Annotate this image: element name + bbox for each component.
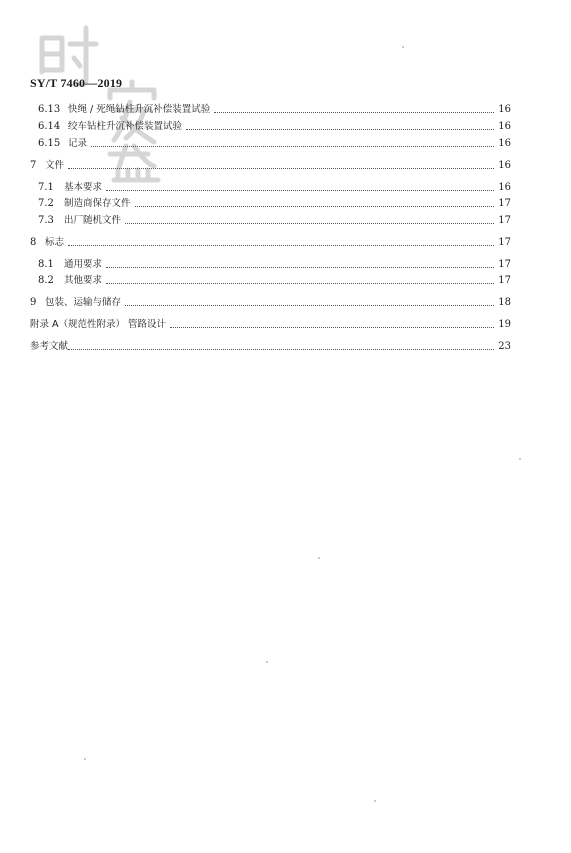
toc-entry-page: 19 <box>498 319 511 330</box>
toc-entry-page: 17 <box>498 215 511 226</box>
toc-entry-title: 标志 <box>45 237 65 248</box>
toc-entry-title: 出厂随机文件 <box>64 215 122 226</box>
toc-entry[interactable] <box>38 100 511 116</box>
toc-entry-page: 16 <box>498 182 511 193</box>
toc-entry-title: 参考文献 <box>30 341 69 352</box>
toc-entry-number: 6.13 <box>38 104 61 115</box>
toc-entry-title: 其他要求 <box>64 275 103 286</box>
toc-entry[interactable] <box>38 194 511 210</box>
toc-entry-number: 7.1 <box>38 182 54 193</box>
toc-entry-number: 7.3 <box>38 215 54 226</box>
toc-entry-number: 6.15 <box>38 138 61 149</box>
toc-entry-number: 9 <box>30 297 37 308</box>
scan-speck <box>519 458 521 460</box>
toc-entry-number: 8.2 <box>38 275 54 286</box>
scan-speck <box>374 800 376 802</box>
toc-entry-number: 8 <box>30 237 37 248</box>
toc-leader-dots <box>125 223 494 224</box>
toc-entry-title: 通用要求 <box>64 259 103 270</box>
toc-entry-appendix[interactable] <box>30 315 511 331</box>
toc-leader-dots <box>106 267 494 268</box>
toc-entry-number: 8.1 <box>38 259 54 270</box>
toc-entry-page: 23 <box>498 341 511 352</box>
toc-entry[interactable] <box>38 178 511 194</box>
toc-entry[interactable] <box>38 255 511 271</box>
toc-leader-dots <box>91 146 494 147</box>
toc-entry-page: 17 <box>498 237 511 248</box>
toc-entry-number: 7.2 <box>38 198 54 209</box>
scan-speck <box>84 758 86 760</box>
toc-entry-title: 附录 A（规范性附录） 管路设计 <box>30 319 167 330</box>
toc-leader-dots <box>68 349 494 350</box>
toc-entry-page: 17 <box>498 198 511 209</box>
toc-leader-dots <box>214 112 494 113</box>
toc-entry-page: 16 <box>498 104 511 115</box>
toc-leader-dots <box>68 168 494 169</box>
toc-leader-dots <box>186 129 494 130</box>
document-code: SY/T 7460—2019 <box>30 76 123 90</box>
toc-entry[interactable] <box>38 134 511 150</box>
toc-entry[interactable] <box>30 233 511 249</box>
scan-speck <box>266 661 268 663</box>
toc-entry-title: 文件 <box>45 160 65 171</box>
toc-leader-dots <box>125 305 494 306</box>
toc-entry-page: 16 <box>498 138 511 149</box>
scan-speck <box>402 46 404 48</box>
toc-leader-dots <box>170 327 494 328</box>
toc-leader-dots <box>106 283 494 284</box>
toc-entry-title: 快绳 / 死绳钻柱升沉补偿装置试验 <box>68 104 211 115</box>
toc-entry[interactable] <box>30 293 511 309</box>
toc-entry-title: 制造商保存文件 <box>64 198 131 209</box>
toc-entry-references[interactable] <box>30 337 511 353</box>
toc-entry-page: 17 <box>498 259 511 270</box>
toc-entry[interactable] <box>38 211 511 227</box>
toc-entry[interactable] <box>30 156 511 172</box>
toc-entry-number: 6.14 <box>38 121 61 132</box>
toc-entry[interactable] <box>38 271 511 287</box>
toc-entry-title: 基本要求 <box>64 182 103 193</box>
toc-entry-page: 17 <box>498 275 511 286</box>
toc-entry-page: 18 <box>498 297 511 308</box>
toc-entry-number: 7 <box>30 160 37 171</box>
toc-leader-dots <box>68 245 494 246</box>
toc-entry-page: 16 <box>498 160 511 171</box>
toc-leader-dots <box>135 206 494 207</box>
toc-leader-dots <box>106 190 494 191</box>
toc-entry-title: 绞车钻柱升沉补偿装置试验 <box>68 121 183 132</box>
toc-entry-title: 包装、运输与储存 <box>45 297 122 308</box>
toc-entry-title: 记录 <box>68 138 88 149</box>
scan-speck <box>318 557 320 559</box>
toc-entry-page: 16 <box>498 121 511 132</box>
toc-entry[interactable] <box>38 117 511 133</box>
